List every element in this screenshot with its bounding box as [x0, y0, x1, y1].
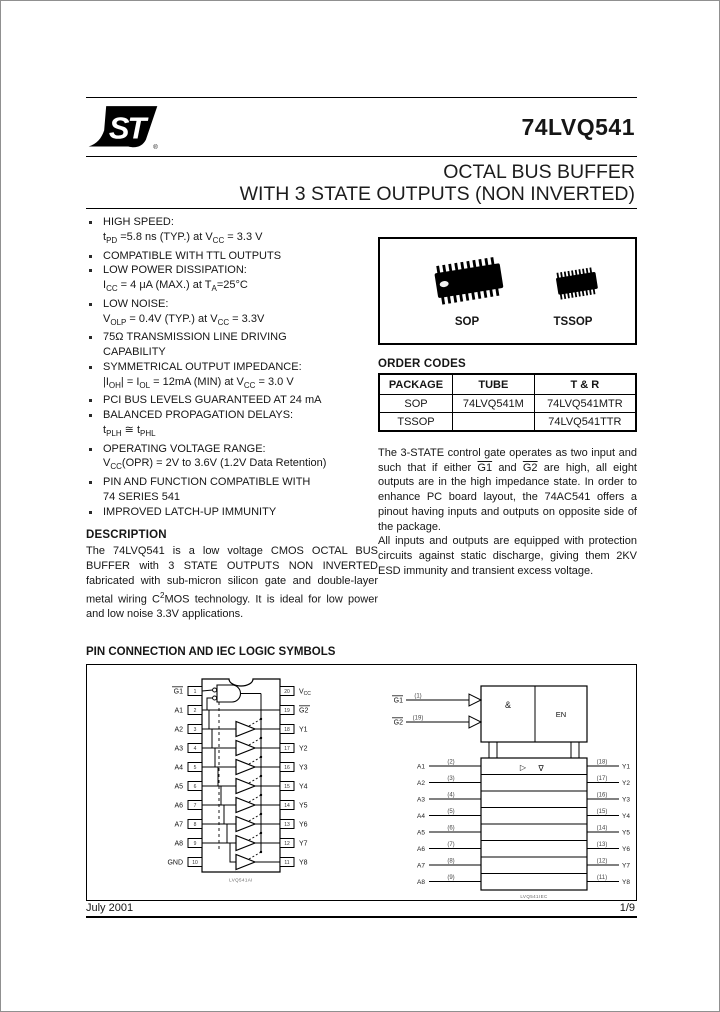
svg-text:9: 9: [193, 841, 197, 847]
svg-text:Y1: Y1: [299, 726, 308, 734]
feature-line: IMPROVED LATCH-UP IMMUNITY: [103, 505, 277, 518]
svg-text:A6: A6: [417, 846, 425, 853]
svg-text:11: 11: [284, 860, 290, 866]
iec-logic-symbol: [383, 672, 633, 900]
svg-text:16: 16: [284, 765, 290, 771]
svg-text:Y8: Y8: [299, 859, 308, 867]
feature-line: 75Ω TRANSMISSION LINE DRIVING: [103, 331, 287, 344]
svg-text:Y6: Y6: [299, 821, 308, 829]
header-bottom-rule: [86, 156, 637, 157]
svg-text:A3: A3: [417, 796, 425, 804]
feature-item: [86, 475, 378, 504]
feature-item: [86, 360, 378, 394]
svg-text:5: 5: [193, 765, 197, 771]
feature-line: PCI BUS LEVELS GUARANTEED AT 24 mA: [103, 394, 322, 407]
doc-title-line1: OCTAL BUS BUFFER: [443, 161, 635, 183]
order-codes-cell: 74LVQ541MTR: [534, 395, 636, 413]
svg-text:(17): (17): [596, 776, 608, 782]
svg-text:Y4: Y4: [299, 783, 308, 791]
svg-text:(4): (4): [447, 792, 455, 799]
description-heading: DESCRIPTION: [86, 529, 167, 542]
svg-text:7: 7: [193, 803, 197, 809]
svg-text:10: 10: [192, 860, 198, 866]
svg-text:Y3: Y3: [622, 796, 630, 804]
feature-line: COMPATIBLE WITH TTL OUTPUTS: [103, 249, 282, 262]
svg-text:Y8: Y8: [622, 879, 630, 886]
order-codes-header-cell: TUBE: [453, 374, 535, 395]
feature-item: [86, 249, 378, 264]
svg-text:6: 6: [193, 784, 197, 790]
feature-line: OPERATING VOLTAGE RANGE:: [103, 442, 266, 455]
feature-line: PIN AND FUNCTION COMPATIBLE WITH: [103, 476, 311, 489]
svg-text:(9): (9): [447, 875, 455, 881]
left-column: [86, 215, 378, 622]
doc-title-line2: WITH 3 STATE OUTPUTS (NON INVERTED): [239, 183, 635, 205]
svg-text:LVQ541AI: LVQ541AI: [229, 877, 253, 883]
overview-paragraph-1: The 3-STATE control gate operates as two input and such that if either G1 and G2 are high, all eight outputs are in the high impedance state. In order to enhance PC board layout, the 74AC541 offers a pinout having inputs and outputs on opposite side of the package.: [378, 447, 637, 533]
header-top-rule: [86, 97, 637, 98]
svg-text:17: 17: [284, 746, 290, 752]
footer-date: July 2001: [86, 902, 134, 914]
order-codes-header-cell: PACKAGE: [379, 374, 453, 395]
svg-text:Y5: Y5: [299, 802, 308, 810]
svg-text:(11): (11): [596, 875, 608, 881]
order-codes-row: [379, 395, 636, 413]
svg-text:4: 4: [193, 746, 197, 752]
footer-rule: [86, 916, 637, 918]
order-codes-heading: ORDER CODES: [378, 358, 466, 370]
feature-line: $V_{OLP} = 0.4V$ (TYP.) at $V_{CC} = 3.3V$: [103, 312, 265, 327]
svg-text:20: 20: [284, 689, 290, 695]
svg-text:G1: G1: [173, 688, 183, 696]
svg-text:EN: EN: [555, 710, 567, 719]
doc-title: [240, 161, 635, 205]
feature-line: HIGH SPEED:: [103, 216, 174, 228]
feature-item: [86, 215, 378, 249]
overview-paragraph-2: All inputs and outputs are equipped with protection circuits against static discharge, giving them 2KV ESD immunity and transient excess voltage.: [378, 535, 637, 577]
svg-text:(6): (6): [447, 825, 455, 832]
feature-line: 74 SERIES 541: [103, 491, 181, 504]
feature-line: CAPABILITY: [103, 346, 166, 359]
sop-package-image: [420, 249, 520, 313]
dip-pinout-diagram: [139, 669, 379, 897]
svg-text:8: 8: [193, 822, 197, 828]
st-logo-icon: [86, 102, 160, 152]
order-codes-cell: SOP: [379, 395, 453, 413]
svg-text:A4: A4: [174, 764, 183, 772]
order-codes-cell: 74LVQ541M: [453, 395, 535, 413]
pin-connection-diagram-box: [86, 664, 637, 901]
svg-text:14: 14: [284, 803, 290, 809]
svg-text:2: 2: [193, 708, 197, 714]
svg-text:GND: GND: [167, 859, 183, 867]
svg-text:G2: G2: [393, 719, 403, 727]
svg-text:(16): (16): [596, 792, 608, 799]
svg-text:A4: A4: [417, 813, 425, 820]
feature-item: [86, 297, 378, 331]
order-codes-cell: [453, 413, 535, 432]
svg-text:Y2: Y2: [622, 780, 630, 787]
svg-text:(2): (2): [447, 759, 455, 766]
svg-text:A7: A7: [174, 821, 183, 829]
svg-text:A1: A1: [174, 707, 183, 715]
feature-item: [86, 442, 378, 476]
feature-line: $I_{CC} = 4$ μA (MAX.) at $T_A=25^\circ C$: [103, 279, 248, 294]
order-codes-table: [378, 373, 637, 432]
svg-text:∇: ∇: [538, 764, 544, 773]
svg-text:(3): (3): [447, 776, 455, 782]
svg-text:A2: A2: [174, 726, 183, 734]
svg-text:Y6: Y6: [622, 846, 630, 853]
svg-text:A2: A2: [417, 780, 425, 787]
svg-text:LVQ541IEC: LVQ541IEC: [520, 894, 548, 899]
feature-line: $|I_{OH}| = I_{OL} = 12mA$ (MIN) at $V_{CC} = 3.0$ V: [103, 375, 294, 390]
tssop-package-label: TSSOP: [553, 316, 593, 328]
svg-text:A5: A5: [174, 783, 183, 791]
feature-item: [86, 408, 378, 442]
svg-text:(7): (7): [447, 842, 455, 848]
feature-line: BALANCED PROPAGATION DELAYS:: [103, 409, 294, 422]
svg-text:A5: A5: [417, 829, 425, 837]
feature-line: LOW POWER DISSIPATION:: [103, 264, 247, 277]
svg-text:&: &: [504, 700, 512, 710]
svg-text:A8: A8: [174, 840, 183, 848]
feature-item: [86, 393, 378, 408]
svg-text:Y7: Y7: [622, 862, 630, 870]
svg-text:(13): (13): [596, 842, 608, 848]
svg-text:ST: ST: [108, 110, 145, 146]
svg-text:Y1: Y1: [622, 763, 630, 771]
svg-text:19: 19: [284, 708, 290, 714]
svg-text:13: 13: [284, 822, 290, 828]
part-number: 74LVQ541: [521, 114, 635, 140]
sop-package-label: SOP: [454, 316, 480, 328]
feature-line: $V_{CC}(OPR) = 2V$ to 3.6V (1.2V Data Retention): [103, 457, 327, 472]
svg-text:(14): (14): [596, 825, 608, 832]
svg-text:Y5: Y5: [622, 829, 630, 837]
svg-text:(18): (18): [596, 759, 608, 766]
svg-text:15: 15: [284, 784, 290, 790]
svg-text:(19): (19): [412, 715, 424, 722]
st-logo: [86, 102, 160, 157]
description-text: The 74LVQ541 is a low voltage CMOS OCTAL BUS BUFFER with 3 STATE OUTPUTS NON INVERTED fabricated with sub-micron silicon gate and double-layer metal wiring $C^2MOS$ technology. It is ideal for low power and low noise 3.3V applications.: [86, 545, 379, 620]
svg-text:VCC: $V_{CC}$: [299, 688, 311, 697]
tssop-package-image: [540, 259, 612, 309]
svg-text:A3: A3: [174, 745, 183, 753]
pin-connection-heading: PIN CONNECTION AND IEC LOGIC SYMBOLS: [86, 646, 336, 658]
package-images-box: [378, 237, 637, 345]
feature-item: [86, 263, 378, 297]
svg-text:A8: A8: [417, 879, 425, 886]
order-codes-cell: 74LVQ541TTR: [534, 413, 636, 432]
feature-line: LOW NOISE:: [103, 297, 169, 310]
svg-text:12: 12: [284, 841, 290, 847]
order-codes-header-cell: T & R: [534, 374, 636, 395]
title-rule: [86, 208, 637, 209]
svg-text:(12): (12): [596, 858, 608, 865]
svg-text:(1): (1): [414, 693, 422, 700]
feature-line: SYMMETRICAL OUTPUT IMPEDANCE:: [103, 360, 302, 373]
svg-text:Y7: Y7: [299, 840, 308, 848]
svg-text:A1: A1: [417, 763, 425, 771]
svg-text:18: 18: [284, 727, 290, 733]
right-column: [378, 237, 637, 578]
svg-text:®: ®: [153, 145, 158, 152]
svg-text:(15): (15): [596, 809, 608, 815]
svg-text:Y4: Y4: [622, 813, 630, 820]
order-codes-row: [379, 413, 636, 432]
feature-line: $t_{PLH}$ ≅ $t_{PHL}$: [103, 423, 156, 439]
svg-text:A6: A6: [174, 802, 183, 810]
feature-line: $t_{PD} =5.8$ ns (TYP.) at $V_{CC} = 3.3$ V: [103, 230, 263, 245]
svg-text:Y3: Y3: [299, 764, 308, 772]
svg-text:(8): (8): [447, 858, 455, 865]
svg-text:A7: A7: [417, 862, 425, 870]
feature-item: [86, 330, 378, 359]
feature-item: [86, 505, 378, 520]
svg-text:3: 3: [193, 727, 197, 733]
svg-text:G1: G1: [393, 697, 403, 705]
svg-text:1: 1: [193, 689, 197, 695]
page-number: 1/9: [619, 902, 635, 914]
svg-text:(5): (5): [447, 809, 455, 815]
svg-text:▷: ▷: [519, 763, 527, 772]
features-list: [86, 215, 378, 519]
svg-text:G2: G2: [299, 707, 309, 715]
order-codes-cell: TSSOP: [379, 413, 453, 432]
svg-text:Y2: Y2: [299, 745, 308, 753]
